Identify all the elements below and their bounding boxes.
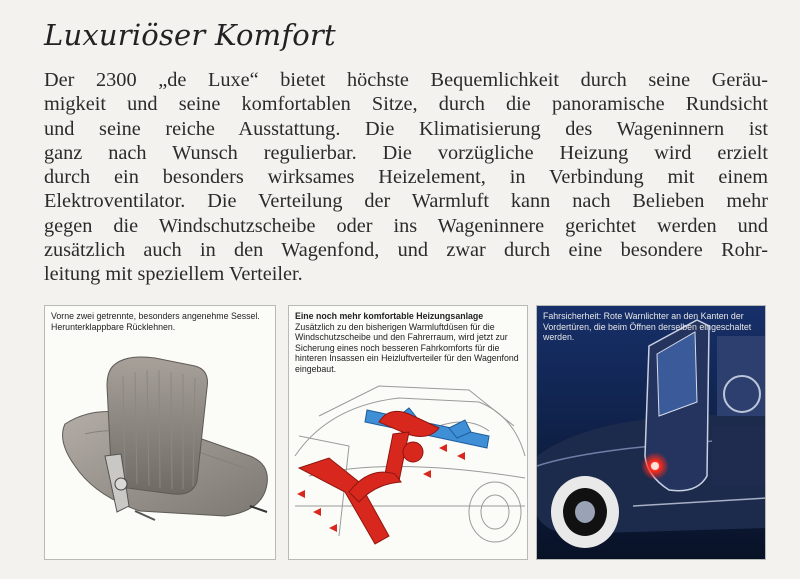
body-line: ganz nach Wunsch regulierbar. Die vorzügliche Heizung wird erzielt — [44, 141, 768, 164]
body-line: zusätzlich auch in den Wagenfond, und zwar durch eine besondere Rohr- — [44, 239, 768, 262]
body-line: migkeit und seine komfortablen Sitze, durch die panoramische Rundsicht — [44, 93, 768, 116]
door-caption: Fahrsicherheit: Rote Warnlichter an den Kanten der Vordertüren, die beim Öffnen derselben eingeschaltet werden. — [543, 311, 752, 342]
seat-caption: Vorne zwei getrennte, besonders angenehme Sessel. Herunterklappbare Rücklehnen. — [51, 311, 260, 332]
car-door-night-photo — [537, 306, 766, 560]
body-line: gegen die Windschutzscheibe oder ins Wageninnere gerichtet werden und — [44, 214, 768, 237]
seat-illustration — [45, 306, 276, 560]
heating-caption — [295, 311, 521, 374]
body-paragraph — [44, 68, 768, 287]
body-line: und seine reiche Ausstattung. Die Klimatisierung des Wageninnern ist — [44, 117, 768, 140]
body-line: Elektroventilator. Die Verteilung der Warmluft kann nach Belieben mehr — [44, 190, 768, 213]
page-heading: Luxuriöser Komfort — [44, 18, 336, 52]
body-line: durch ein besonders wirksames Heizelement, in Verbindung mit einem — [44, 166, 768, 189]
seat-photo-panel — [44, 305, 276, 560]
door-warning-light-panel — [536, 305, 766, 560]
heating-caption-text: Zusätzlich zu den bisherigen Warmluftdüsen für die Windschutzscheibe und den Fahrerraum, wird jetzt zur Sicherung eines noch besseren Fahrkomforts für die hinteren Insassen ein Heizluftverteiler für den Wagenfond eingebaut. — [295, 321, 519, 374]
heating-diagram-panel — [288, 305, 528, 560]
heating-caption-title: Eine noch mehr komfortable Heizungsanlage — [295, 311, 484, 321]
body-line: leitung mit speziellem Verteiler. — [44, 263, 303, 286]
body-line: Der 2300 „de Luxe“ bietet höchste Bequemlichkeit durch seine Geräu- — [44, 69, 768, 91]
